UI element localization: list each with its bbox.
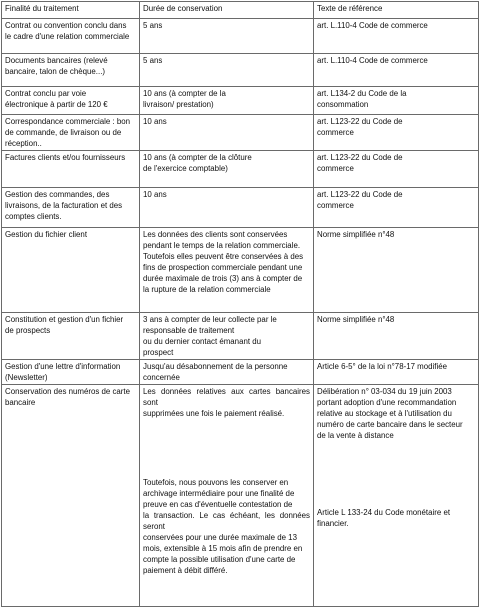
reference-cell: art. L.110-4 Code de commerce — [314, 19, 479, 54]
duration-text-b: Toutefois, nous pouvons les conserver en archivage intermédiaire pour une finalité de preuve en cas d'éventuelle contestation de la transaction. Le cas échéant, les données seront conservées pour une durée maximale de 13 mois, extensible à 15 mois afin de prendre en compte la possible utilisation d'une carte de paiement à débit différé. — [143, 478, 310, 575]
purpose-cell: Correspondance commerciale : bon de commande, de livraison ou de réception.. — [2, 115, 140, 151]
purpose-cell: Contrat ou convention conclu dans le cadre d'une relation commerciale — [2, 19, 140, 54]
purpose-cell: Constitution et gestion d'un fichier de prospects — [2, 313, 140, 360]
header-duration: Durée de conservation — [140, 2, 314, 19]
reference-cell: art. L123-22 du Code de commerce — [314, 188, 479, 228]
duration-cell: 5 ans — [140, 19, 314, 54]
purpose-cell: Documents bancaires (relevé bancaire, talon de chèque...) — [2, 54, 140, 87]
duration-text-a: Les données relatives aux cartes bancaires sont supprimées une fois le paiement réalisé. — [143, 387, 310, 418]
duration-cell: 10 ans — [140, 188, 314, 228]
table-row — [2, 115, 479, 151]
duration-cell: 10 ans — [140, 115, 314, 151]
reference-cell: art. L123-22 du Code de commerce — [314, 151, 479, 188]
duration-cell: 3 ans à compter de leur collecte par le responsable de traitement ou du dernier contact émanant du prospect — [140, 313, 314, 360]
table-row — [2, 228, 479, 313]
duration-cell: 10 ans (à compter de la livraison/ prestation) — [140, 87, 314, 115]
purpose-cell: Gestion du fichier client — [2, 228, 140, 313]
reference-cell: Norme simplifiée n°48 — [314, 313, 479, 360]
reference-text-b: Article L 133-24 du Code monétaire et financier. — [317, 508, 451, 528]
table-row — [2, 151, 479, 188]
duration-cell: Les données des clients sont conservées pendant le temps de la relation commerciale. Toutefois elles peuvent être conservées à des fins de prospection commerciale pendant une durée maximale de trois (3) ans à compter de la rupture de la relation commerciale — [140, 228, 314, 313]
reference-cell: art. L123-22 du Code de commerce — [314, 115, 479, 151]
table-row — [2, 360, 479, 385]
table-row — [2, 54, 479, 87]
header-reference: Texte de référence — [314, 2, 479, 19]
reference-cell: Norme simplifiée n°48 — [314, 228, 479, 313]
duration-cell — [140, 385, 314, 607]
duration-cell: Jusqu'au désabonnement de la personne concernée — [140, 360, 314, 385]
retention-document — [1, 1, 478, 607]
reference-cell: art. L134-2 du Code de la consommation — [314, 87, 479, 115]
table-row — [2, 188, 479, 228]
purpose-cell: Gestion des commandes, des livraisons, de la facturation et des comptes clients. — [2, 188, 140, 228]
reference-cell: Article 6-5° de la loi n°78-17 modifiée — [314, 360, 479, 385]
reference-cell — [314, 385, 479, 607]
table-row — [2, 313, 479, 360]
retention-table — [1, 1, 479, 607]
table-header-row — [2, 2, 479, 19]
table-row — [2, 87, 479, 115]
purpose-cell: Gestion d'une lettre d'information (Newsletter) — [2, 360, 140, 385]
header-purpose: Finalité du traitement — [2, 2, 140, 19]
reference-text-a: Délibération n° 03-034 du 19 juin 2003 portant adoption d'une recommandation relative au stockage et à l'utilisation du numéro de carte bancaire dans le secteur de la vente à distance — [317, 387, 463, 440]
purpose-cell: Contrat conclu par voie électronique à partir de 120 € — [2, 87, 140, 115]
duration-cell: 5 ans — [140, 54, 314, 87]
table-row — [2, 19, 479, 54]
table-row — [2, 385, 479, 607]
purpose-cell: Conservation des numéros de carte bancaire — [2, 385, 140, 607]
purpose-cell: Factures clients et/ou fournisseurs — [2, 151, 140, 188]
duration-cell: 10 ans (à compter de la clôture de l'exercice comptable) — [140, 151, 314, 188]
reference-cell: art. L.110-4 Code de commerce — [314, 54, 479, 87]
